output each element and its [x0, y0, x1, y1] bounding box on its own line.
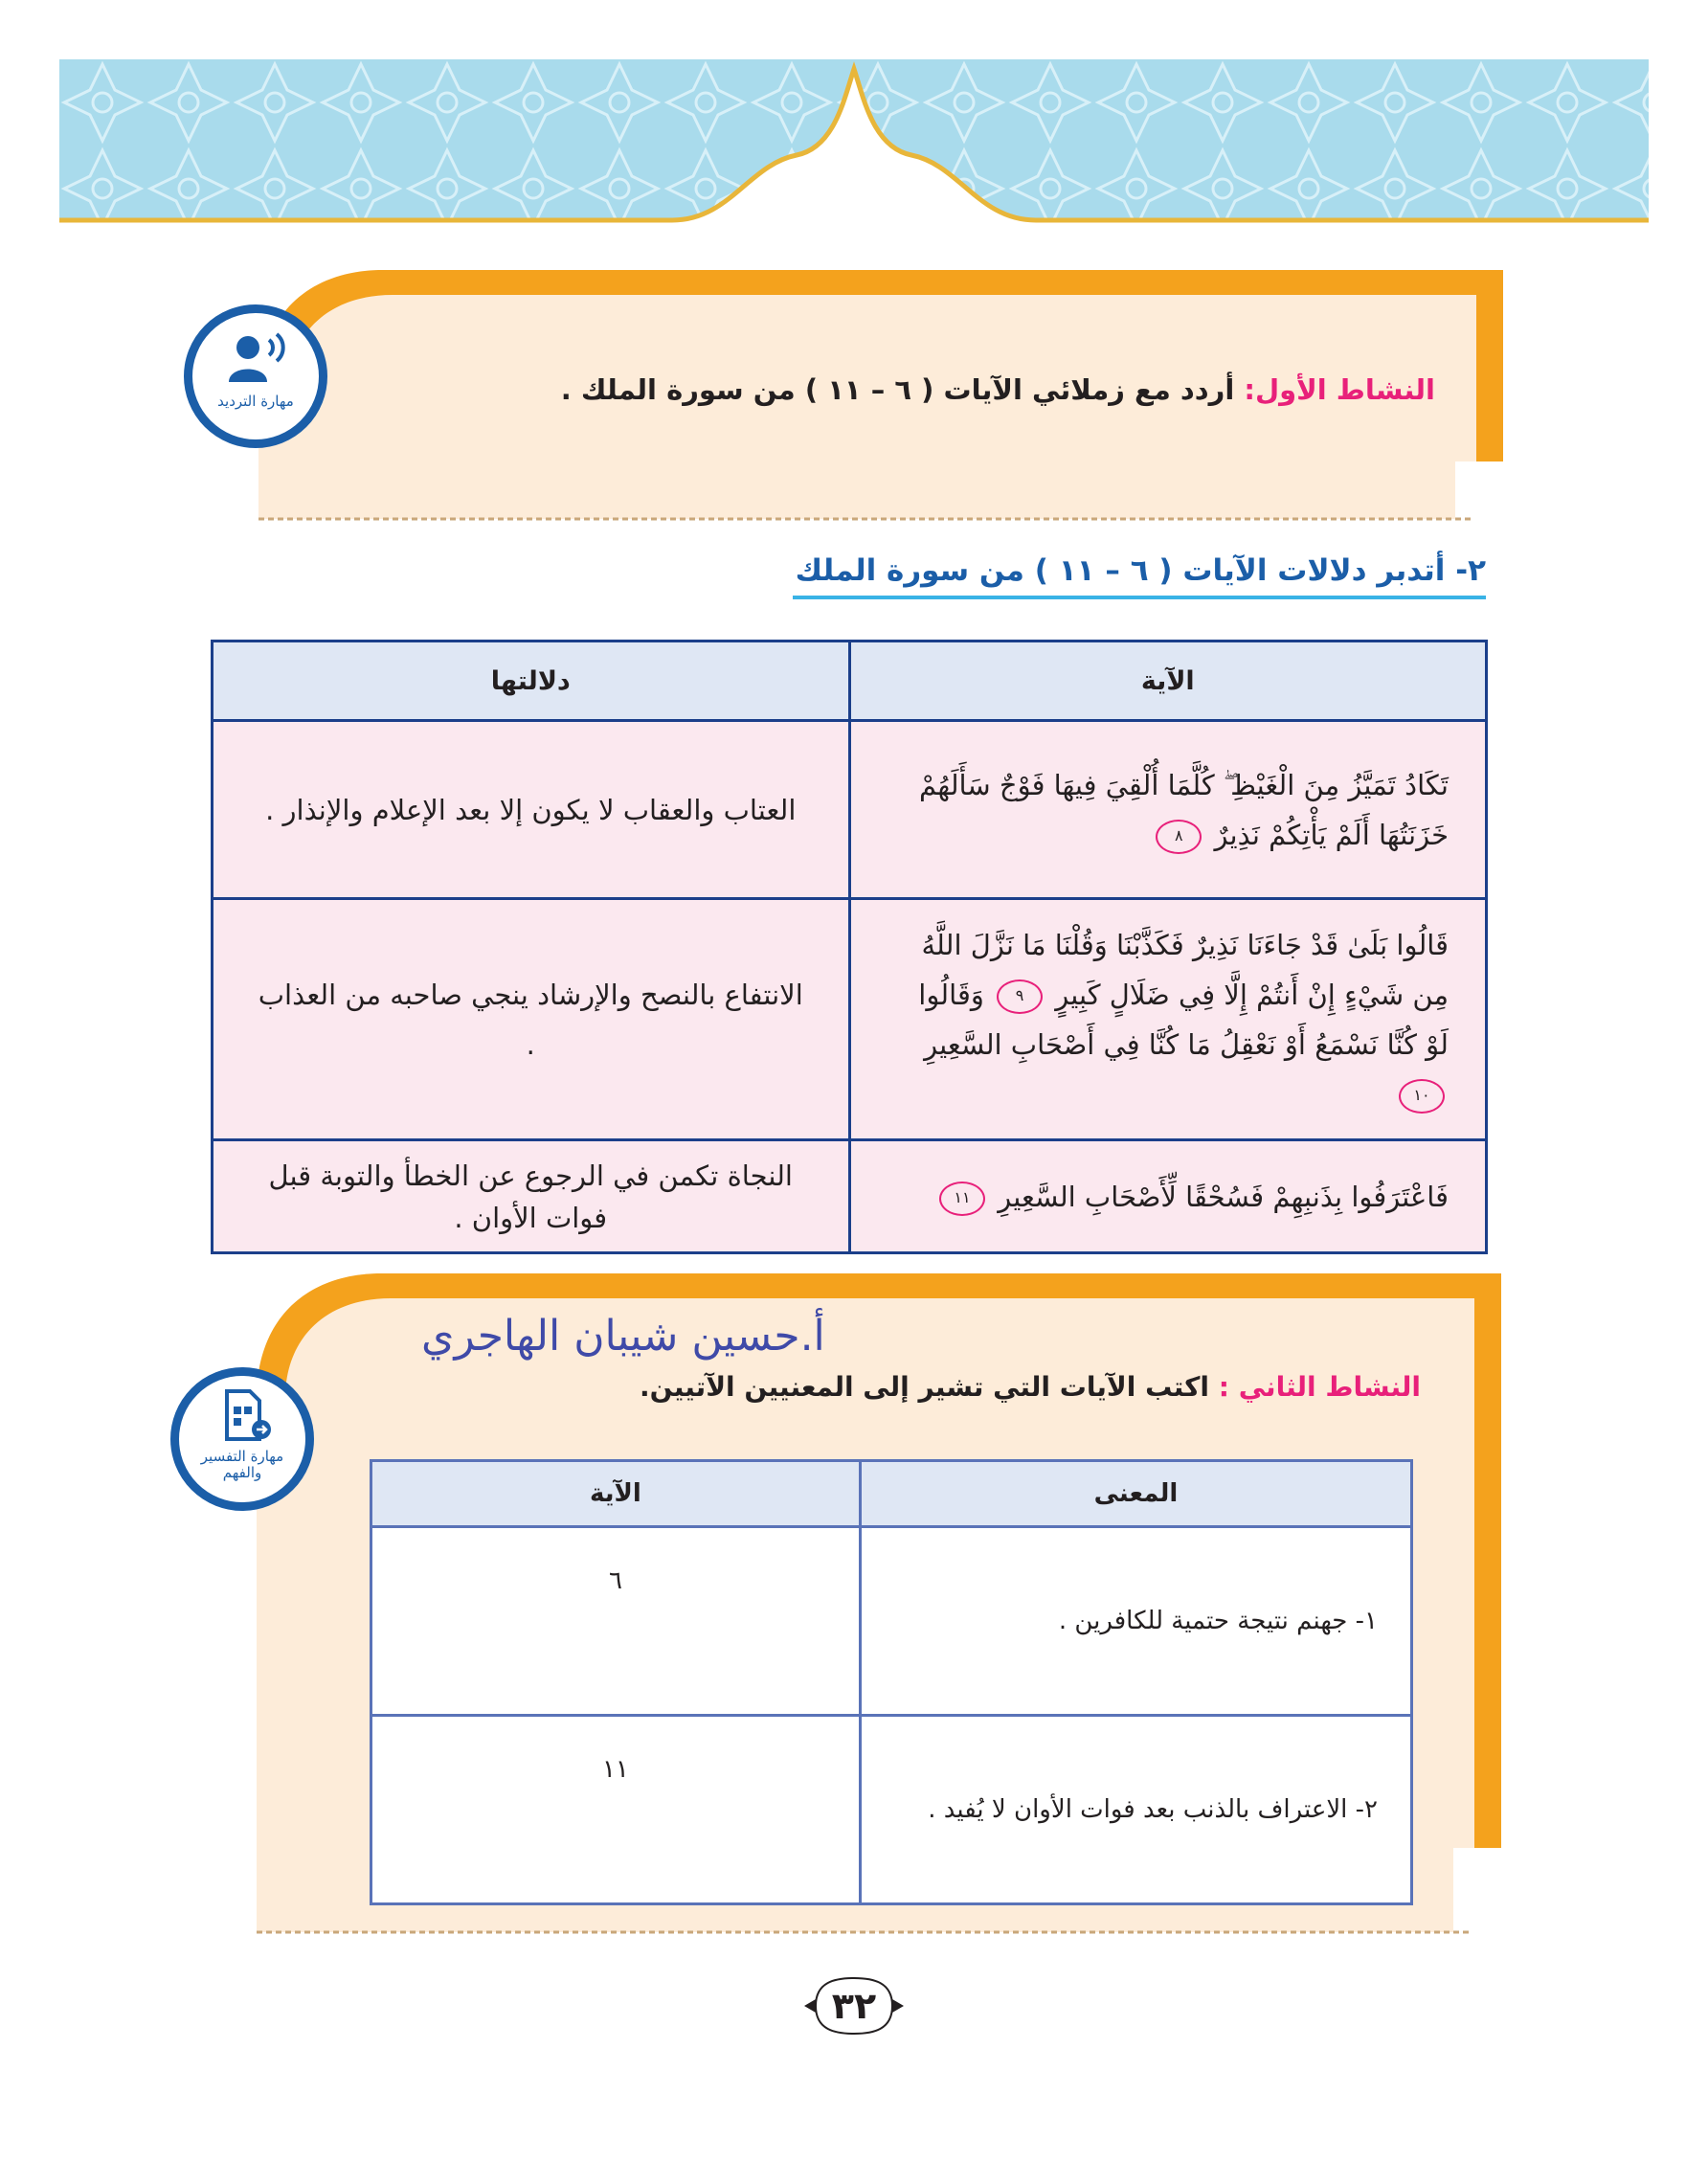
meaning-cell: الانتفاع بالنصح والإرشاد ينجي صاحبه من العذاب . [213, 899, 850, 1140]
table-row [213, 1140, 1487, 1253]
ayah-number: ٩ [997, 979, 1043, 1014]
document-icon [217, 1387, 275, 1445]
activity-one-text: أردد مع زملائي الآيات ( ٦ – ١١ ) من سورة الملك . [560, 373, 1235, 406]
table-row [213, 899, 1487, 1140]
ayah-number: ٨ [1156, 820, 1202, 854]
ayah-text: قَالُوا بَلَىٰ قَدْ جَاءَنَا نَذِيرٌ فَكَذَّبْنَا وَقُلْنَا مَا نَزَّلَ اللَّهُ مِن شَيْءٍ إِنْ أَنتُمْ إِلَّا فِي ضَلَالٍ كَبِيرٍ [921, 928, 1449, 1011]
table-row [213, 721, 1487, 899]
activity-two-text: اكتب الآيات التي تشير إلى المعنيين الآتيين. [639, 1371, 1210, 1403]
column-header-meaning: المعنى [860, 1461, 1411, 1527]
meaning-cell: ١- جهنم نتيجة حتمية للكافرين . [860, 1527, 1411, 1716]
answer-field[interactable]: ٦ [371, 1527, 861, 1716]
column-header-ayah: الآية [371, 1461, 861, 1527]
ayah-cell [849, 899, 1487, 1140]
interpretation-skill-badge [170, 1367, 314, 1511]
ayah-text: فَاعْتَرَفُوا بِذَنبِهِمْ فَسُحْقًا لِّأَصْحَابِ السَّعِيرِ [998, 1180, 1449, 1213]
table-row [371, 1716, 1412, 1904]
skill-label: مهارة الترديد [217, 393, 294, 410]
activity-two-title: النشاط الثاني : [1218, 1371, 1421, 1403]
column-header-ayah: الآية [849, 642, 1487, 721]
meaning-cell: النجاة تكمن في الرجوع عن الخطأ والتوبة قبل فوات الأوان . [213, 1140, 850, 1253]
answers-table [370, 1459, 1413, 1905]
activity-one-instruction [561, 373, 1435, 406]
meaning-cell: ٢- الاعتراف بالذنب بعد فوات الأوان لا يُفيد . [860, 1716, 1411, 1904]
meanings-table [211, 640, 1488, 1254]
meaning-cell: العتاب والعقاب لا يكون إلا بعد الإعلام والإنذار . [213, 721, 850, 899]
table-row [371, 1527, 1412, 1716]
header-banner [59, 59, 1649, 241]
page-number: ٣٢ [831, 1985, 877, 2027]
speaking-person-icon [219, 326, 296, 384]
repetition-skill-badge [184, 304, 327, 448]
ayah-text: وَقَالُوا لَوْ كُنَّا نَسْمَعُ أَوْ نَعْقِلُ مَا كُنَّا فِي أَصْحَابِ السَّعِيرِ [918, 978, 1449, 1061]
ayah-cell [849, 721, 1487, 899]
answer-field[interactable]: ١١ [371, 1716, 861, 1904]
ayah-number: ١٠ [1399, 1079, 1445, 1114]
ayah-text: تَكَادُ تَمَيَّزُ مِنَ الْغَيْظِ ۖ كُلَّمَا أُلْقِيَ فِيهَا فَوْجٌ سَأَلَهُمْ خَزَنَتُهَا أَلَمْ يَأْتِكُمْ نَذِيرٌ [919, 768, 1449, 851]
activity-one-title: النشاط الأول: [1244, 373, 1435, 406]
section-heading: ٢- أتدبر دلالات الآيات ( ٦ – ١١ ) من سورة الملك [795, 553, 1486, 588]
heading-underline [793, 596, 1486, 599]
ayah-cell [849, 1140, 1487, 1253]
activity-two-instruction [640, 1371, 1421, 1403]
column-header-meaning: دلالتها [213, 642, 850, 721]
ayah-number: ١١ [939, 1182, 985, 1216]
skill-label: والفهم [222, 1464, 262, 1481]
teacher-name: أ.حسين شيبان الهاجري [421, 1312, 825, 1361]
skill-label: مهارة التفسير [200, 1448, 284, 1465]
